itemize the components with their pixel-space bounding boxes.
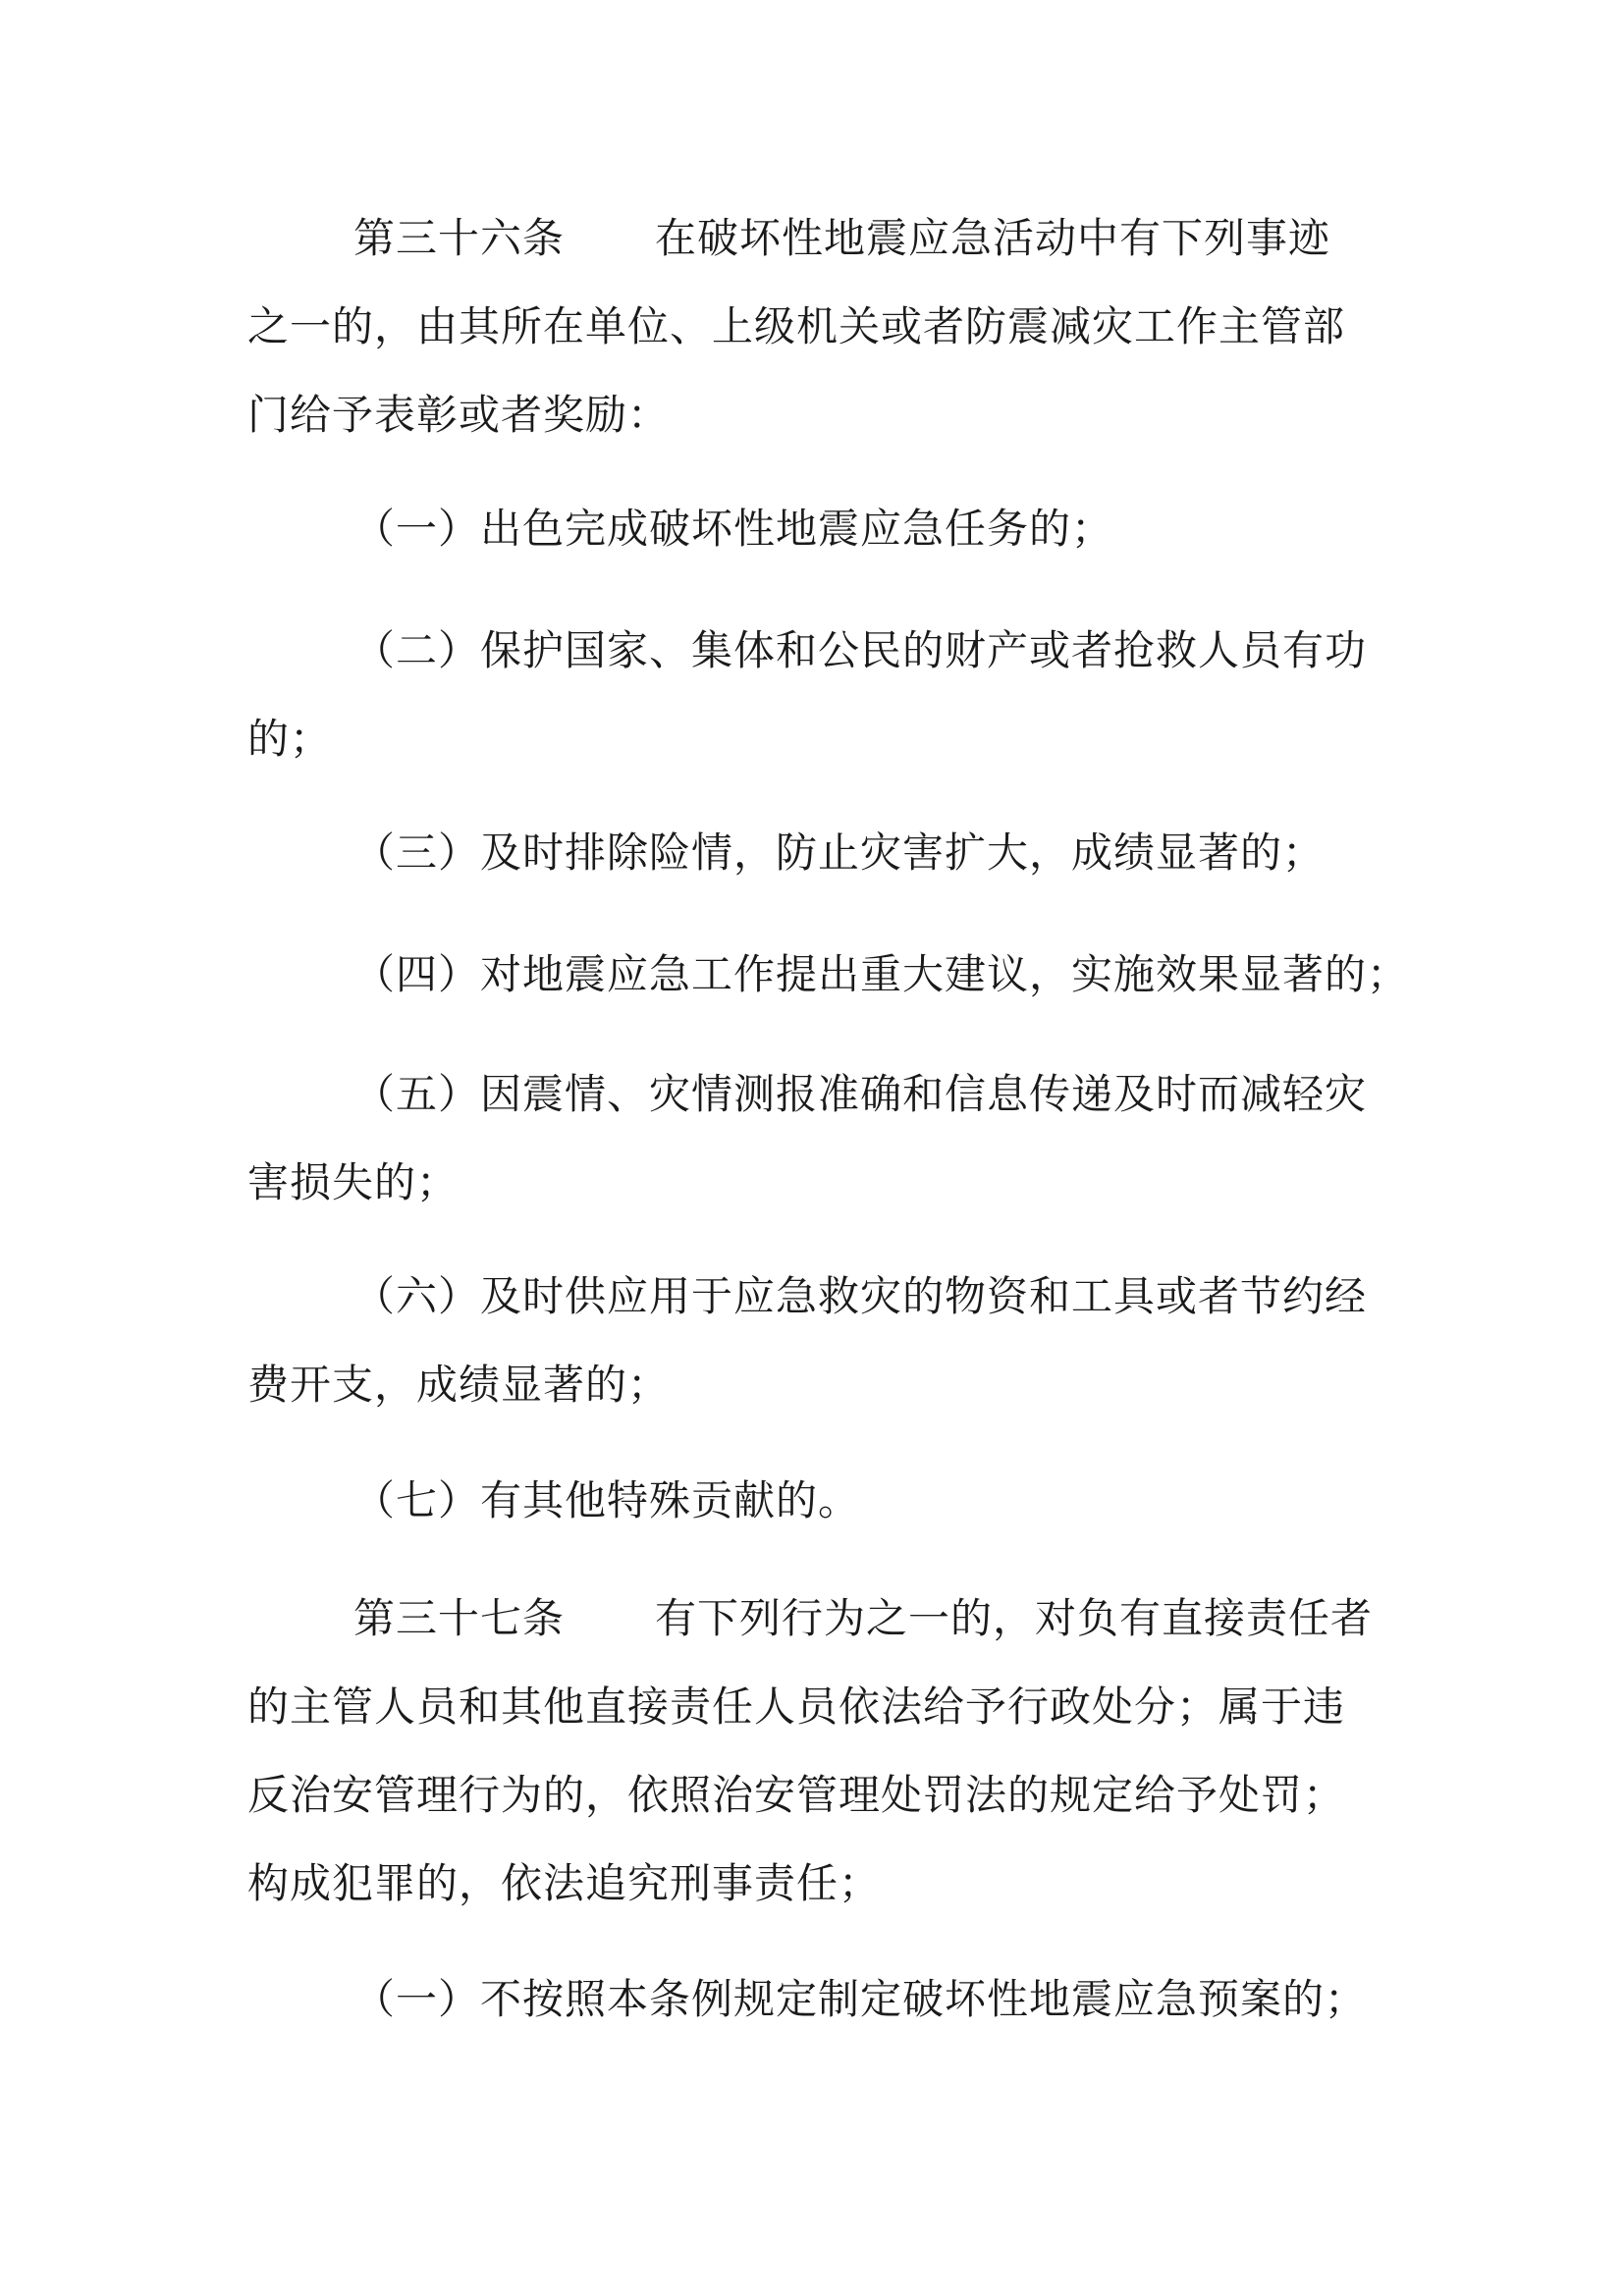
article36-item-4: （四）对地震应急工作提出重大建议，实施效果显著的； [353,950,1410,998]
article37-first-line [247,1596,1492,1641]
article36-item-2-line-2: 的； [247,715,333,763]
article36-heading: 第三十六条 [353,214,566,262]
article36-item-6-line-1: （六）及时供应用于应急救灾的物资和工具或者节约经 [353,1272,1368,1320]
article37-item-1: （一）不按照本条例规定制定破坏性地震应急预案的； [353,1975,1368,2023]
article36-item-1: （一）出色完成破坏性地震应急任务的； [353,505,1114,553]
article37-heading: 第三十七条 [353,1594,566,1642]
article36-item-6-line-2: 费开支，成绩显著的； [247,1361,671,1409]
article36-item-3: （三）及时排除险情，防止灾害扩大，成绩显著的； [353,828,1326,877]
article36-line-1: 在破坏性地震应急活动中有下列事迹 [655,214,1331,262]
article36-item-7: （七）有其他特殊贡献的。 [353,1476,861,1524]
article37-line-4: 构成犯罪的，依法追究刑事责任； [247,1859,882,1907]
article36-line-3: 门给予表彰或者奖励： [247,391,671,439]
article36-line-2: 之一的，由其所在单位、上级机关或者防震减灾工作主管部 [247,302,1346,350]
article37-line-2: 的主管人员和其他直接责任人员依法给予行政处分；属于违 [247,1682,1346,1731]
article37-line-3: 反治安管理行为的，依照治安管理处罚法的规定给予处罚； [247,1771,1346,1819]
article36-item-2-line-1: （二）保护国家、集体和公民的财产或者抢救人员有功 [353,626,1368,674]
article36-item-5-line-1: （五）因震情、灾情测报准确和信息传递及时而减轻灾 [353,1070,1368,1118]
article37-line-1: 有下列行为之一的，对负有直接责任者 [655,1594,1374,1642]
article36-item-5-line-2: 害损失的； [247,1158,460,1206]
article36-first-line [247,216,1492,261]
